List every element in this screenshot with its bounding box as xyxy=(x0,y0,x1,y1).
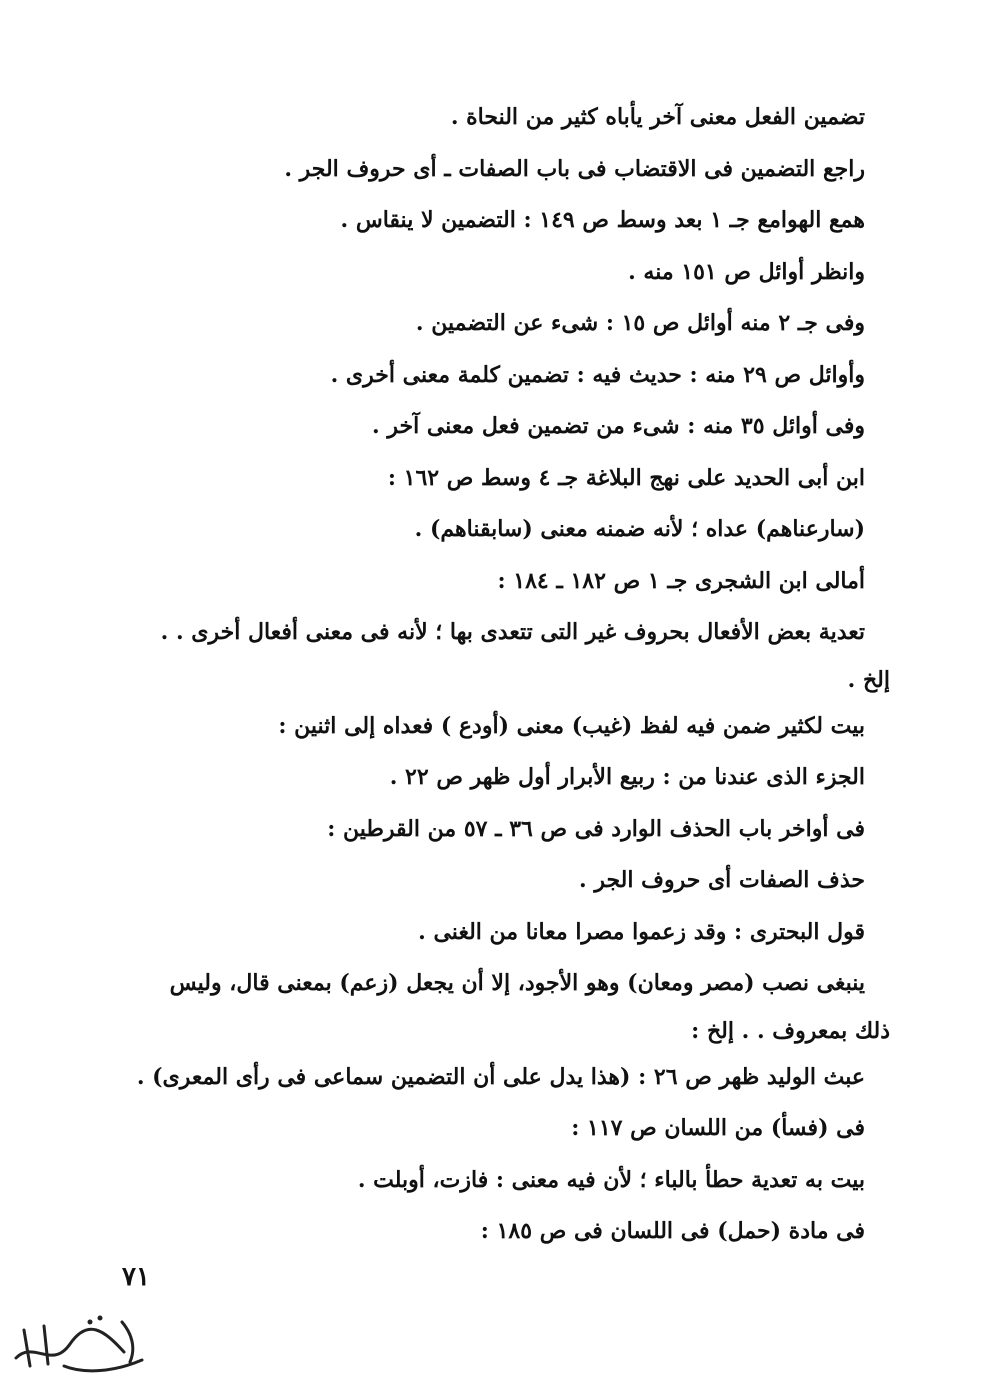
text-line-13: بيت لكثير ضمن فيه لفظ (غيب) معنى (أودع ) فعداه إلى اثنين : xyxy=(278,712,865,739)
text-line-17: قول البحترى : وقد زعموا مصرا معانا من الغنى . xyxy=(418,918,865,945)
text-line-10: أمالى ابن الشجرى جـ ١ ص ١٨٢ ـ ١٨٤ : xyxy=(497,567,865,594)
text-line-19: ذلك بمعروف . . إلخ : xyxy=(691,1017,890,1044)
text-line-9: (سارعناهم) عداه ؛ لأنه ضمنه معنى (سابقناهم) . xyxy=(414,516,865,542)
text-line-3: همع الهوامع جـ ١ بعد وسط ص ١٤٩ : التضمين لا ينقاس . xyxy=(340,207,865,233)
text-line-14: الجزء الذى عندنا من : ربيع الأبرار أول ظهر ص ٢٢ . xyxy=(389,764,865,790)
text-line-11: تعدية بعض الأفعال بحروف غير التى تتعدى بها ؛ لأنه فى معنى أفعال أخرى . . xyxy=(160,619,865,645)
text-line-6: وأوائل ص ٢٩ منه : حديث فيه : تضمين كلمة معنى أخرى . xyxy=(330,361,865,388)
text-line-1: تضمين الفعل معنى آخر يأباه كثير من النحاة . xyxy=(450,104,865,130)
text-line-20: عبث الوليد ظهر ص ٢٦ : (هذا يدل على أن التضمين سماعى فى رأى المعرى) . xyxy=(136,1063,865,1090)
text-line-2: راجع التضمين فى الاقتضاب فى باب الصفات ـ أى حروف الجر . xyxy=(284,155,865,182)
text-line-23: فى مادة (حمل) فى اللسان فى ص ١٨٥ : xyxy=(480,1218,865,1244)
text-line-21: فى (فسأ) من اللسان ص ١١٧ : xyxy=(571,1115,865,1141)
text-line-15: فى أواخر باب الحذف الوارد فى ص ٣٦ ـ ٥٧ من القرطين : xyxy=(327,815,865,842)
library-stamp-logo xyxy=(4,1300,154,1380)
text-line-4: وانظر أوائل ص ١٥١ منه . xyxy=(628,258,865,285)
text-line-16: حذف الصفات أى حروف الجر . xyxy=(579,867,865,893)
text-line-18: ينبغى نصب (مصر ومعان) وهو الأجود، إلا أن يجعل (زعم) بمعنى قال، وليس xyxy=(169,970,865,996)
text-line-7: وفى أوائل ٣٥ منه : شىء من تضمين فعل معنى آخر . xyxy=(372,413,865,439)
page-number: ٧١ xyxy=(122,1262,150,1292)
text-line-12: إلخ . xyxy=(847,666,890,693)
text-line-22: بيت به تعدية حطأ بالباء ؛ لأن فيه معنى : فازت، أوبلت . xyxy=(357,1166,865,1193)
body-text xyxy=(120,92,890,1258)
text-line-5: وفى جـ ٢ منه أوائل ص ١٥ : شىء عن التضمين . xyxy=(415,310,865,336)
text-line-8: ابن أبى الحديد على نهج البلاغة جـ ٤ وسط ص ١٦٢ : xyxy=(387,464,865,491)
